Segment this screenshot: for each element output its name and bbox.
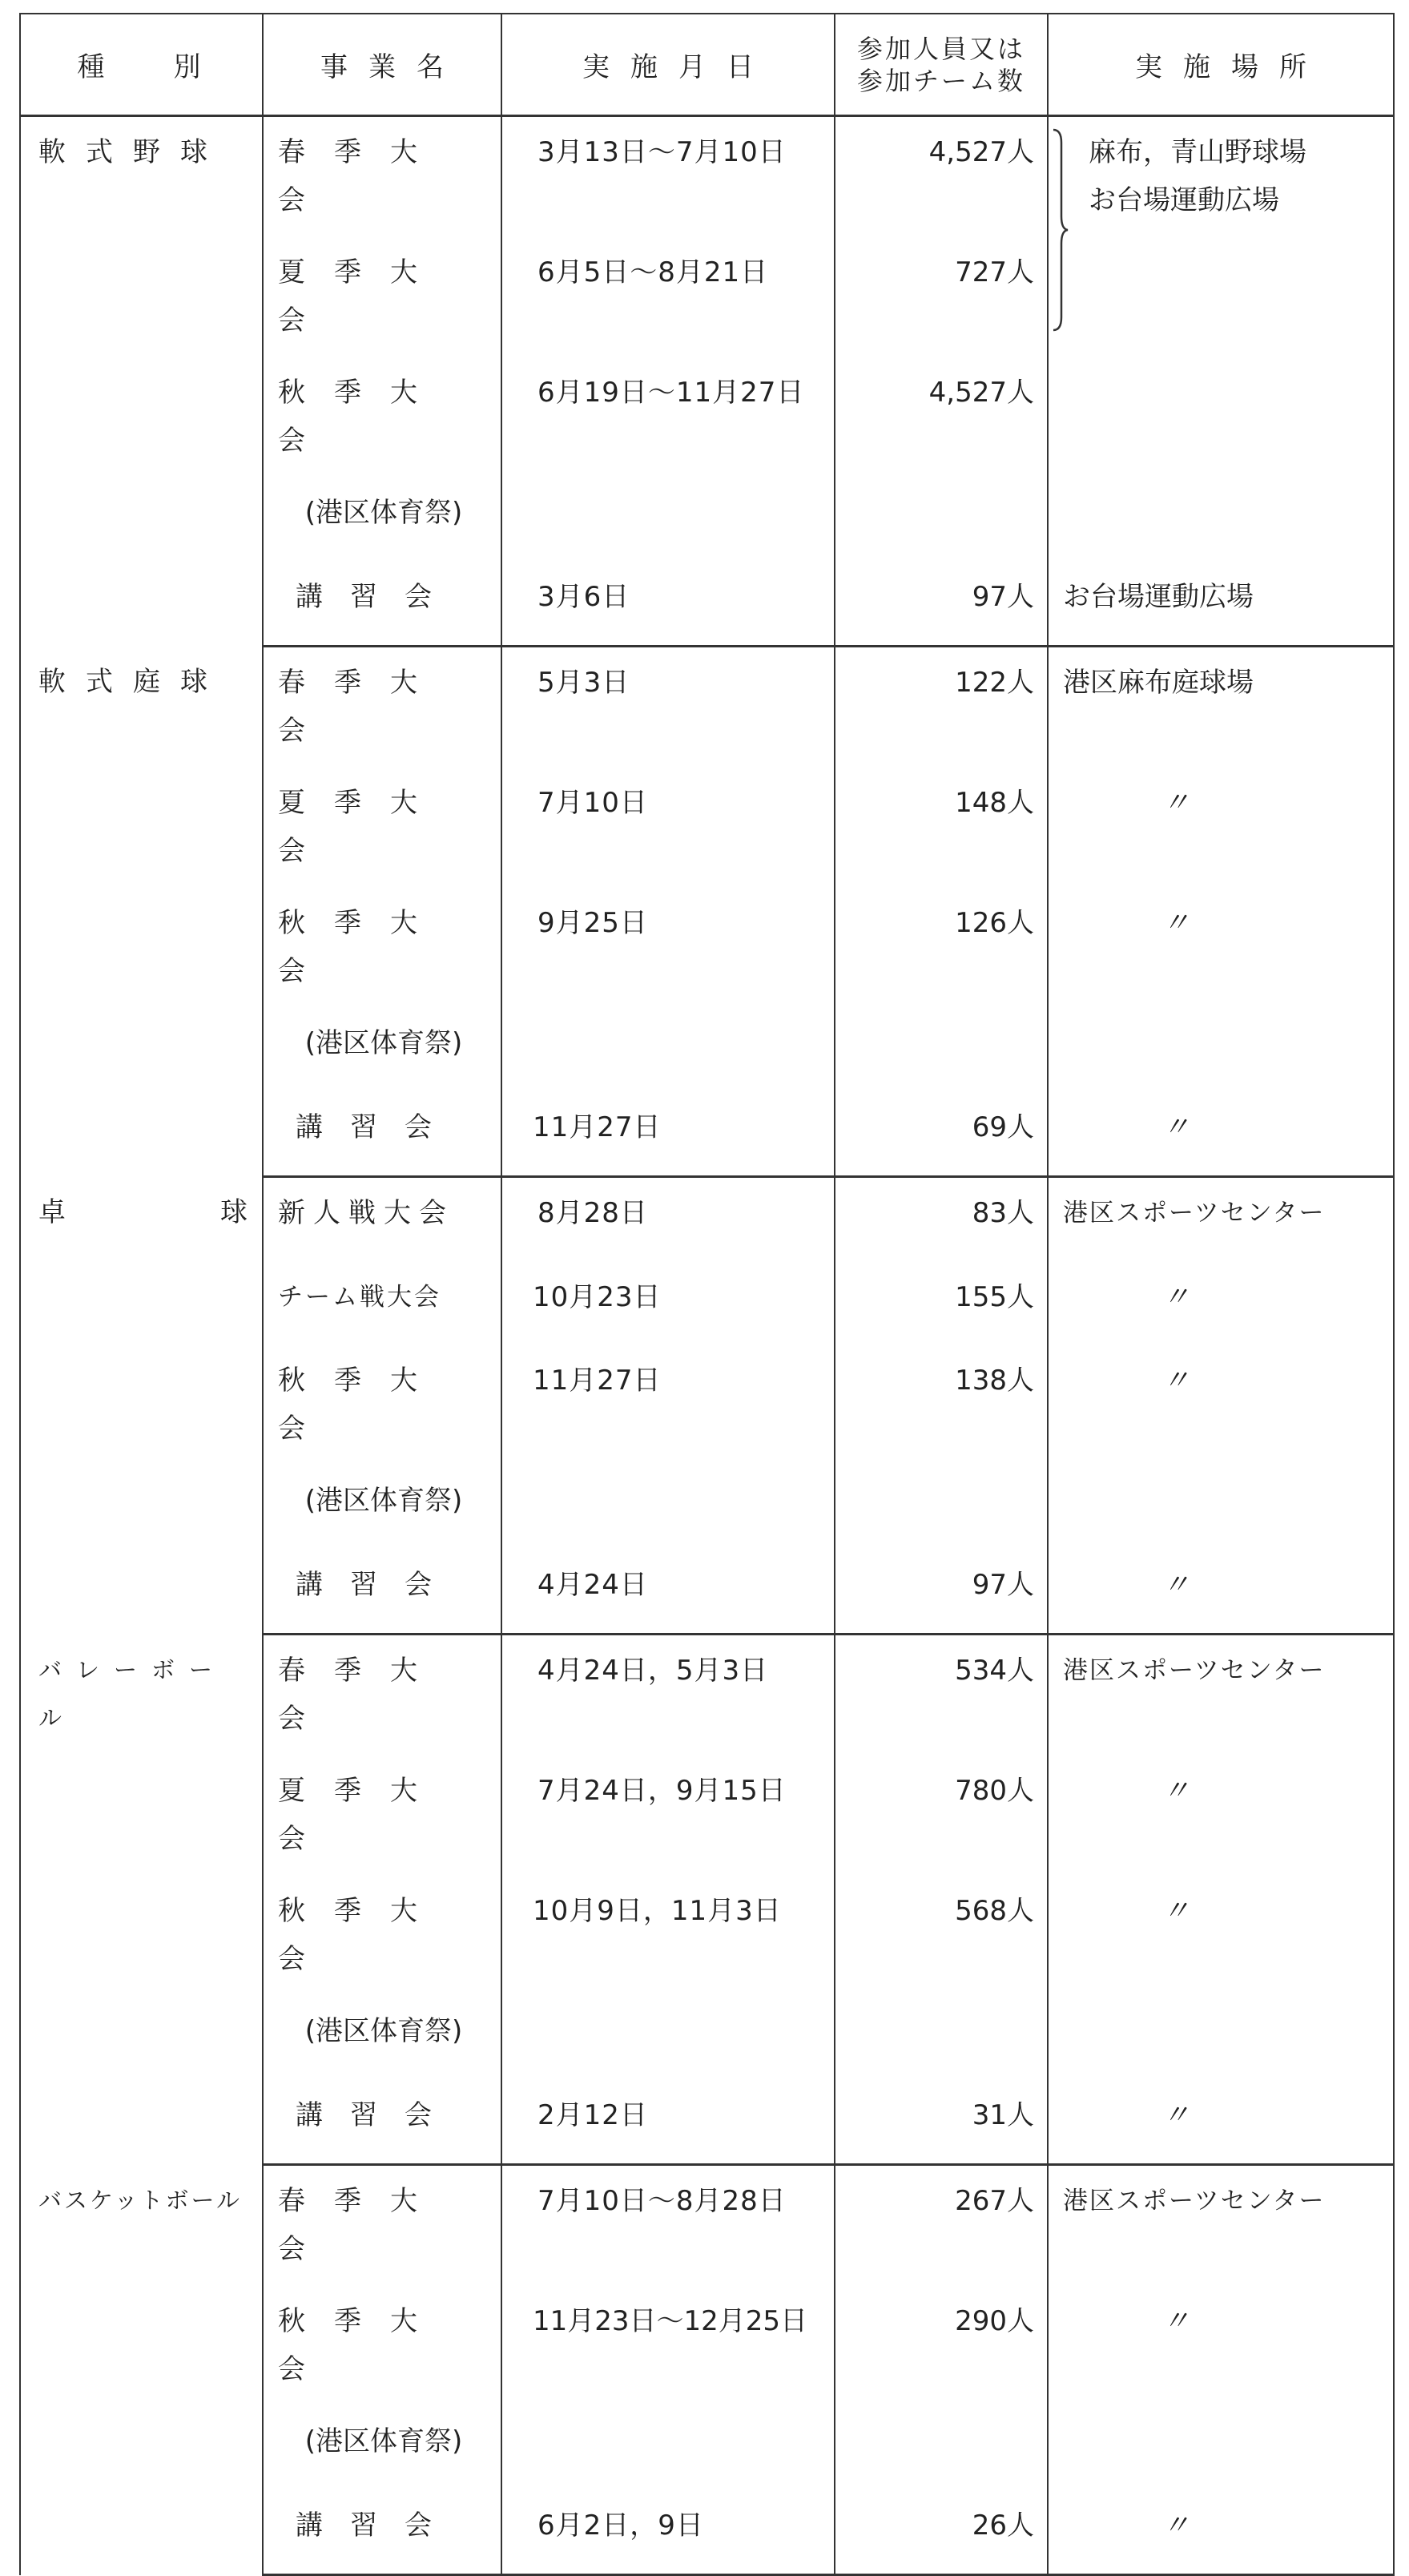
count-cell — [835, 2406, 1048, 2490]
date-cell — [501, 2286, 835, 2406]
ditto-mark: 〃 — [1162, 1775, 1190, 1807]
date-cell — [501, 478, 835, 562]
count-cell — [835, 2490, 1048, 2575]
count-cell — [835, 1756, 1048, 1876]
event-label: 秋季大会 — [278, 1365, 446, 1445]
date-cell — [501, 888, 835, 1008]
venue-cell — [1048, 2286, 1394, 2406]
ditto-mark: 〃 — [1162, 2509, 1190, 2542]
date-cell — [501, 357, 835, 478]
count-cell — [835, 357, 1048, 478]
date-label: 9月25日 — [537, 907, 648, 939]
event-cell — [263, 1177, 501, 1262]
date-label: 11月27日 — [533, 1111, 662, 1143]
venue-label: お台場運動広場 — [1063, 580, 1254, 613]
event-label: (港区体育祭) — [304, 497, 463, 529]
venue-cell — [1048, 647, 1394, 768]
count-cell — [835, 1262, 1048, 1346]
event-cell — [263, 1345, 501, 1465]
table-row — [20, 1177, 1394, 1262]
event-cell — [263, 2286, 501, 2406]
event-cell — [263, 1262, 501, 1346]
venue-cell — [1048, 2080, 1394, 2165]
date-cell — [501, 1635, 835, 1756]
count-cell — [835, 1550, 1048, 1635]
date-cell — [501, 1092, 835, 1177]
header-category: 種 別 — [20, 14, 263, 116]
count-label: 267人 — [955, 2185, 1034, 2217]
header-event — [263, 14, 501, 116]
venue-cell — [1048, 1092, 1394, 1177]
event-cell — [263, 1550, 501, 1635]
count-cell — [835, 1008, 1048, 1092]
event-label: 講習会 — [296, 580, 459, 613]
count-cell — [835, 1876, 1048, 1996]
event-label: 春季大会 — [278, 1655, 446, 1735]
event-cell — [263, 357, 501, 478]
venue-cell — [1048, 1262, 1394, 1346]
event-label: 夏季大会 — [278, 787, 446, 867]
event-label: 講習会 — [296, 1111, 459, 1143]
count-label: 4,527人 — [928, 136, 1034, 168]
category-cell — [20, 647, 263, 1177]
venue-cell — [1048, 1550, 1394, 1635]
date-label: 6月2日，9日 — [537, 2509, 704, 2542]
header-dates-label: 実施月日 — [582, 51, 775, 83]
category-cell — [20, 1635, 263, 2165]
count-label: 727人 — [955, 256, 1034, 288]
event-cell — [263, 2080, 501, 2165]
event-label: 夏季大会 — [278, 256, 446, 337]
date-label: 4月24日 — [537, 1568, 648, 1601]
event-label: 秋季大会 — [278, 1895, 446, 1975]
venue-label: 港区スポーツセンター — [1063, 1656, 1326, 1685]
venue-cell — [1048, 1756, 1394, 1876]
ditto-mark: 〃 — [1162, 2305, 1190, 2337]
count-label: 534人 — [955, 1655, 1034, 1687]
count-cell — [835, 1635, 1048, 1756]
count-cell — [835, 2080, 1048, 2165]
section-volleyball — [20, 1635, 1394, 2165]
count-cell — [835, 562, 1048, 647]
venue-label: 港区麻布庭球場 — [1063, 667, 1254, 699]
venue-label: 麻布，青山野球場 — [1089, 136, 1306, 168]
category-label: 軟式野球 — [38, 136, 227, 168]
venue-cell — [1048, 2406, 1394, 2490]
event-label: 新人戦大会 — [278, 1197, 454, 1229]
event-cell — [263, 562, 501, 647]
venue-label: お台場運動広場 — [1089, 184, 1279, 216]
event-label: 秋季大会 — [278, 2305, 446, 2385]
header-event-label: 事業名 — [320, 51, 465, 83]
date-label: 7月10日～8月28日 — [537, 2185, 787, 2217]
date-label: 11月23日～12月25日 — [533, 2305, 808, 2337]
date-cell — [501, 768, 835, 888]
count-cell — [835, 647, 1048, 768]
venue-cell — [1048, 1345, 1394, 1465]
date-cell — [501, 1550, 835, 1635]
event-cell — [263, 116, 501, 238]
header-count-line2: 参加チーム数 — [856, 65, 1025, 96]
category-label — [21, 1188, 262, 1236]
count-cell — [835, 1092, 1048, 1177]
count-cell — [835, 888, 1048, 1008]
date-label: 5月3日 — [537, 667, 630, 699]
count-label: 568人 — [955, 1895, 1034, 1927]
event-cell — [263, 768, 501, 888]
count-cell — [835, 478, 1048, 562]
date-cell — [501, 1345, 835, 1465]
date-cell — [501, 2080, 835, 2165]
date-cell — [501, 1177, 835, 1262]
date-cell — [501, 2490, 835, 2575]
event-label: (港区体育祭) — [304, 2425, 463, 2457]
count-label: 155人 — [955, 1280, 1034, 1313]
category-label: バレーボール — [38, 1655, 227, 1731]
count-cell — [835, 1345, 1048, 1465]
count-label: 83人 — [972, 1197, 1034, 1229]
event-cell — [263, 888, 501, 1008]
event-label: 講習会 — [296, 1568, 459, 1601]
date-label: 7月24日，9月15日 — [537, 1775, 787, 1807]
event-cell — [263, 1756, 501, 1876]
venue-cell — [1048, 888, 1394, 1008]
ditto-mark: 〃 — [1162, 1111, 1190, 1143]
date-label: 2月12日 — [537, 2098, 648, 2131]
event-label: 春季大会 — [278, 2185, 446, 2265]
event-cell — [263, 647, 501, 768]
count-label: 148人 — [955, 787, 1034, 819]
date-label: 8月28日 — [537, 1197, 648, 1229]
event-cell — [263, 1465, 501, 1550]
date-cell — [501, 562, 835, 647]
ditto-mark: 〃 — [1162, 1895, 1190, 1927]
venue-cell — [1048, 478, 1394, 562]
event-label: 講習会 — [296, 2509, 459, 2542]
header-venue-label: 実施場所 — [1135, 51, 1327, 83]
category-label-left: 卓 — [38, 1195, 66, 1228]
date-cell — [501, 1996, 835, 2080]
venue-label: 港区スポーツセンター — [1063, 2187, 1326, 2215]
date-label: 10月9日，11月3日 — [533, 1895, 782, 1927]
date-label: 4月24日，5月3日 — [537, 1655, 769, 1687]
count-label: 4,527人 — [928, 377, 1034, 409]
category-cell — [20, 116, 263, 647]
header-row — [20, 14, 1394, 116]
venue-cell — [1048, 768, 1394, 888]
event-cell — [263, 1008, 501, 1092]
category-label: バスケットボール — [38, 2186, 242, 2214]
date-label: 10月23日 — [533, 1280, 662, 1313]
event-label: (港区体育祭) — [304, 1027, 463, 1059]
date-cell — [501, 116, 835, 238]
count-cell — [835, 116, 1048, 238]
curly-brace-icon — [1052, 127, 1069, 333]
ditto-mark: 〃 — [1162, 1365, 1190, 1397]
count-label: 26人 — [972, 2509, 1034, 2542]
event-label: 秋季大会 — [278, 907, 446, 987]
event-label: (港区体育祭) — [304, 1485, 463, 1517]
header-dates — [501, 14, 835, 116]
date-label: 3月6日 — [537, 580, 630, 613]
ditto-mark: 〃 — [1162, 1280, 1190, 1313]
section-soft-tennis — [20, 647, 1394, 1177]
count-label: 780人 — [955, 1775, 1034, 1807]
ditto-mark: 〃 — [1162, 907, 1190, 939]
event-cell — [263, 1092, 501, 1177]
date-cell — [501, 237, 835, 357]
date-label: 3月13日～7月10日 — [537, 136, 787, 168]
category-cell — [20, 2165, 263, 2575]
venue-cell — [1048, 1996, 1394, 2080]
count-cell — [835, 237, 1048, 357]
venue-cell — [1048, 1008, 1394, 1092]
table-row — [20, 2165, 1394, 2287]
count-cell — [835, 1465, 1048, 1550]
venue-cell — [1048, 1465, 1394, 1550]
date-cell — [501, 2165, 835, 2287]
event-cell — [263, 2165, 501, 2287]
venue-group-cell — [1048, 116, 1394, 478]
count-label: 31人 — [972, 2098, 1034, 2131]
count-cell — [835, 1177, 1048, 1262]
event-label: チーム戦大会 — [278, 1282, 441, 1312]
date-cell — [501, 1262, 835, 1346]
table-row — [20, 1635, 1394, 1756]
header-venue — [1048, 14, 1394, 116]
venue-label: 港区スポーツセンター — [1063, 1199, 1326, 1228]
count-label: 122人 — [955, 667, 1034, 699]
sports-events-table-sheet — [19, 13, 1393, 2542]
event-label: (港区体育祭) — [304, 2015, 463, 2047]
date-label: 7月10日 — [537, 787, 648, 819]
date-label: 6月5日～8月21日 — [537, 256, 769, 288]
event-cell — [263, 1876, 501, 1996]
event-label: 秋季大会 — [278, 377, 446, 457]
event-cell — [263, 1996, 501, 2080]
venue-cell — [1048, 562, 1394, 647]
count-label: 69人 — [972, 1111, 1034, 1143]
header-count-line1: 参加人員又は — [856, 33, 1025, 64]
date-label: 6月19日～11月27日 — [537, 377, 805, 409]
venue-cell — [1048, 1876, 1394, 1996]
section-table-tennis — [20, 1177, 1394, 1635]
date-cell — [501, 647, 835, 768]
section-basketball — [20, 2165, 1394, 2575]
date-cell — [501, 1876, 835, 1996]
category-label-right: 球 — [220, 1195, 248, 1228]
date-cell — [501, 1008, 835, 1092]
venue-cell — [1048, 1635, 1394, 1756]
table-row — [20, 647, 1394, 768]
count-label: 290人 — [955, 2305, 1034, 2337]
count-cell — [835, 768, 1048, 888]
category-cell — [20, 1177, 263, 1635]
header-count — [835, 14, 1048, 116]
table-row — [20, 116, 1394, 238]
category-label: 軟式庭球 — [38, 665, 227, 698]
event-label: 夏季大会 — [278, 1775, 446, 1855]
date-cell — [501, 2406, 835, 2490]
event-cell — [263, 478, 501, 562]
ditto-mark: 〃 — [1162, 787, 1190, 819]
ditto-mark: 〃 — [1162, 1568, 1190, 1601]
count-label: 138人 — [955, 1365, 1034, 1397]
event-label: 春季大会 — [278, 667, 446, 747]
count-cell — [835, 1996, 1048, 2080]
event-cell — [263, 2406, 501, 2490]
event-cell — [263, 237, 501, 357]
event-cell — [263, 1635, 501, 1756]
ditto-mark: 〃 — [1162, 2098, 1190, 2131]
date-cell — [501, 1465, 835, 1550]
count-cell — [835, 2286, 1048, 2406]
date-label: 11月27日 — [533, 1365, 662, 1397]
venue-cell — [1048, 2165, 1394, 2287]
date-cell — [501, 1756, 835, 1876]
event-label: 春季大会 — [278, 136, 446, 216]
count-label: 126人 — [955, 907, 1034, 939]
venue-cell — [1048, 1177, 1394, 1262]
count-label: 97人 — [972, 580, 1034, 613]
sports-events-table — [19, 13, 1395, 2576]
count-label: 97人 — [972, 1568, 1034, 1601]
event-cell — [263, 2490, 501, 2575]
venue-cell — [1048, 2490, 1394, 2575]
count-cell — [835, 2165, 1048, 2287]
section-rubber-baseball — [20, 116, 1394, 647]
event-label: 講習会 — [296, 2098, 459, 2131]
